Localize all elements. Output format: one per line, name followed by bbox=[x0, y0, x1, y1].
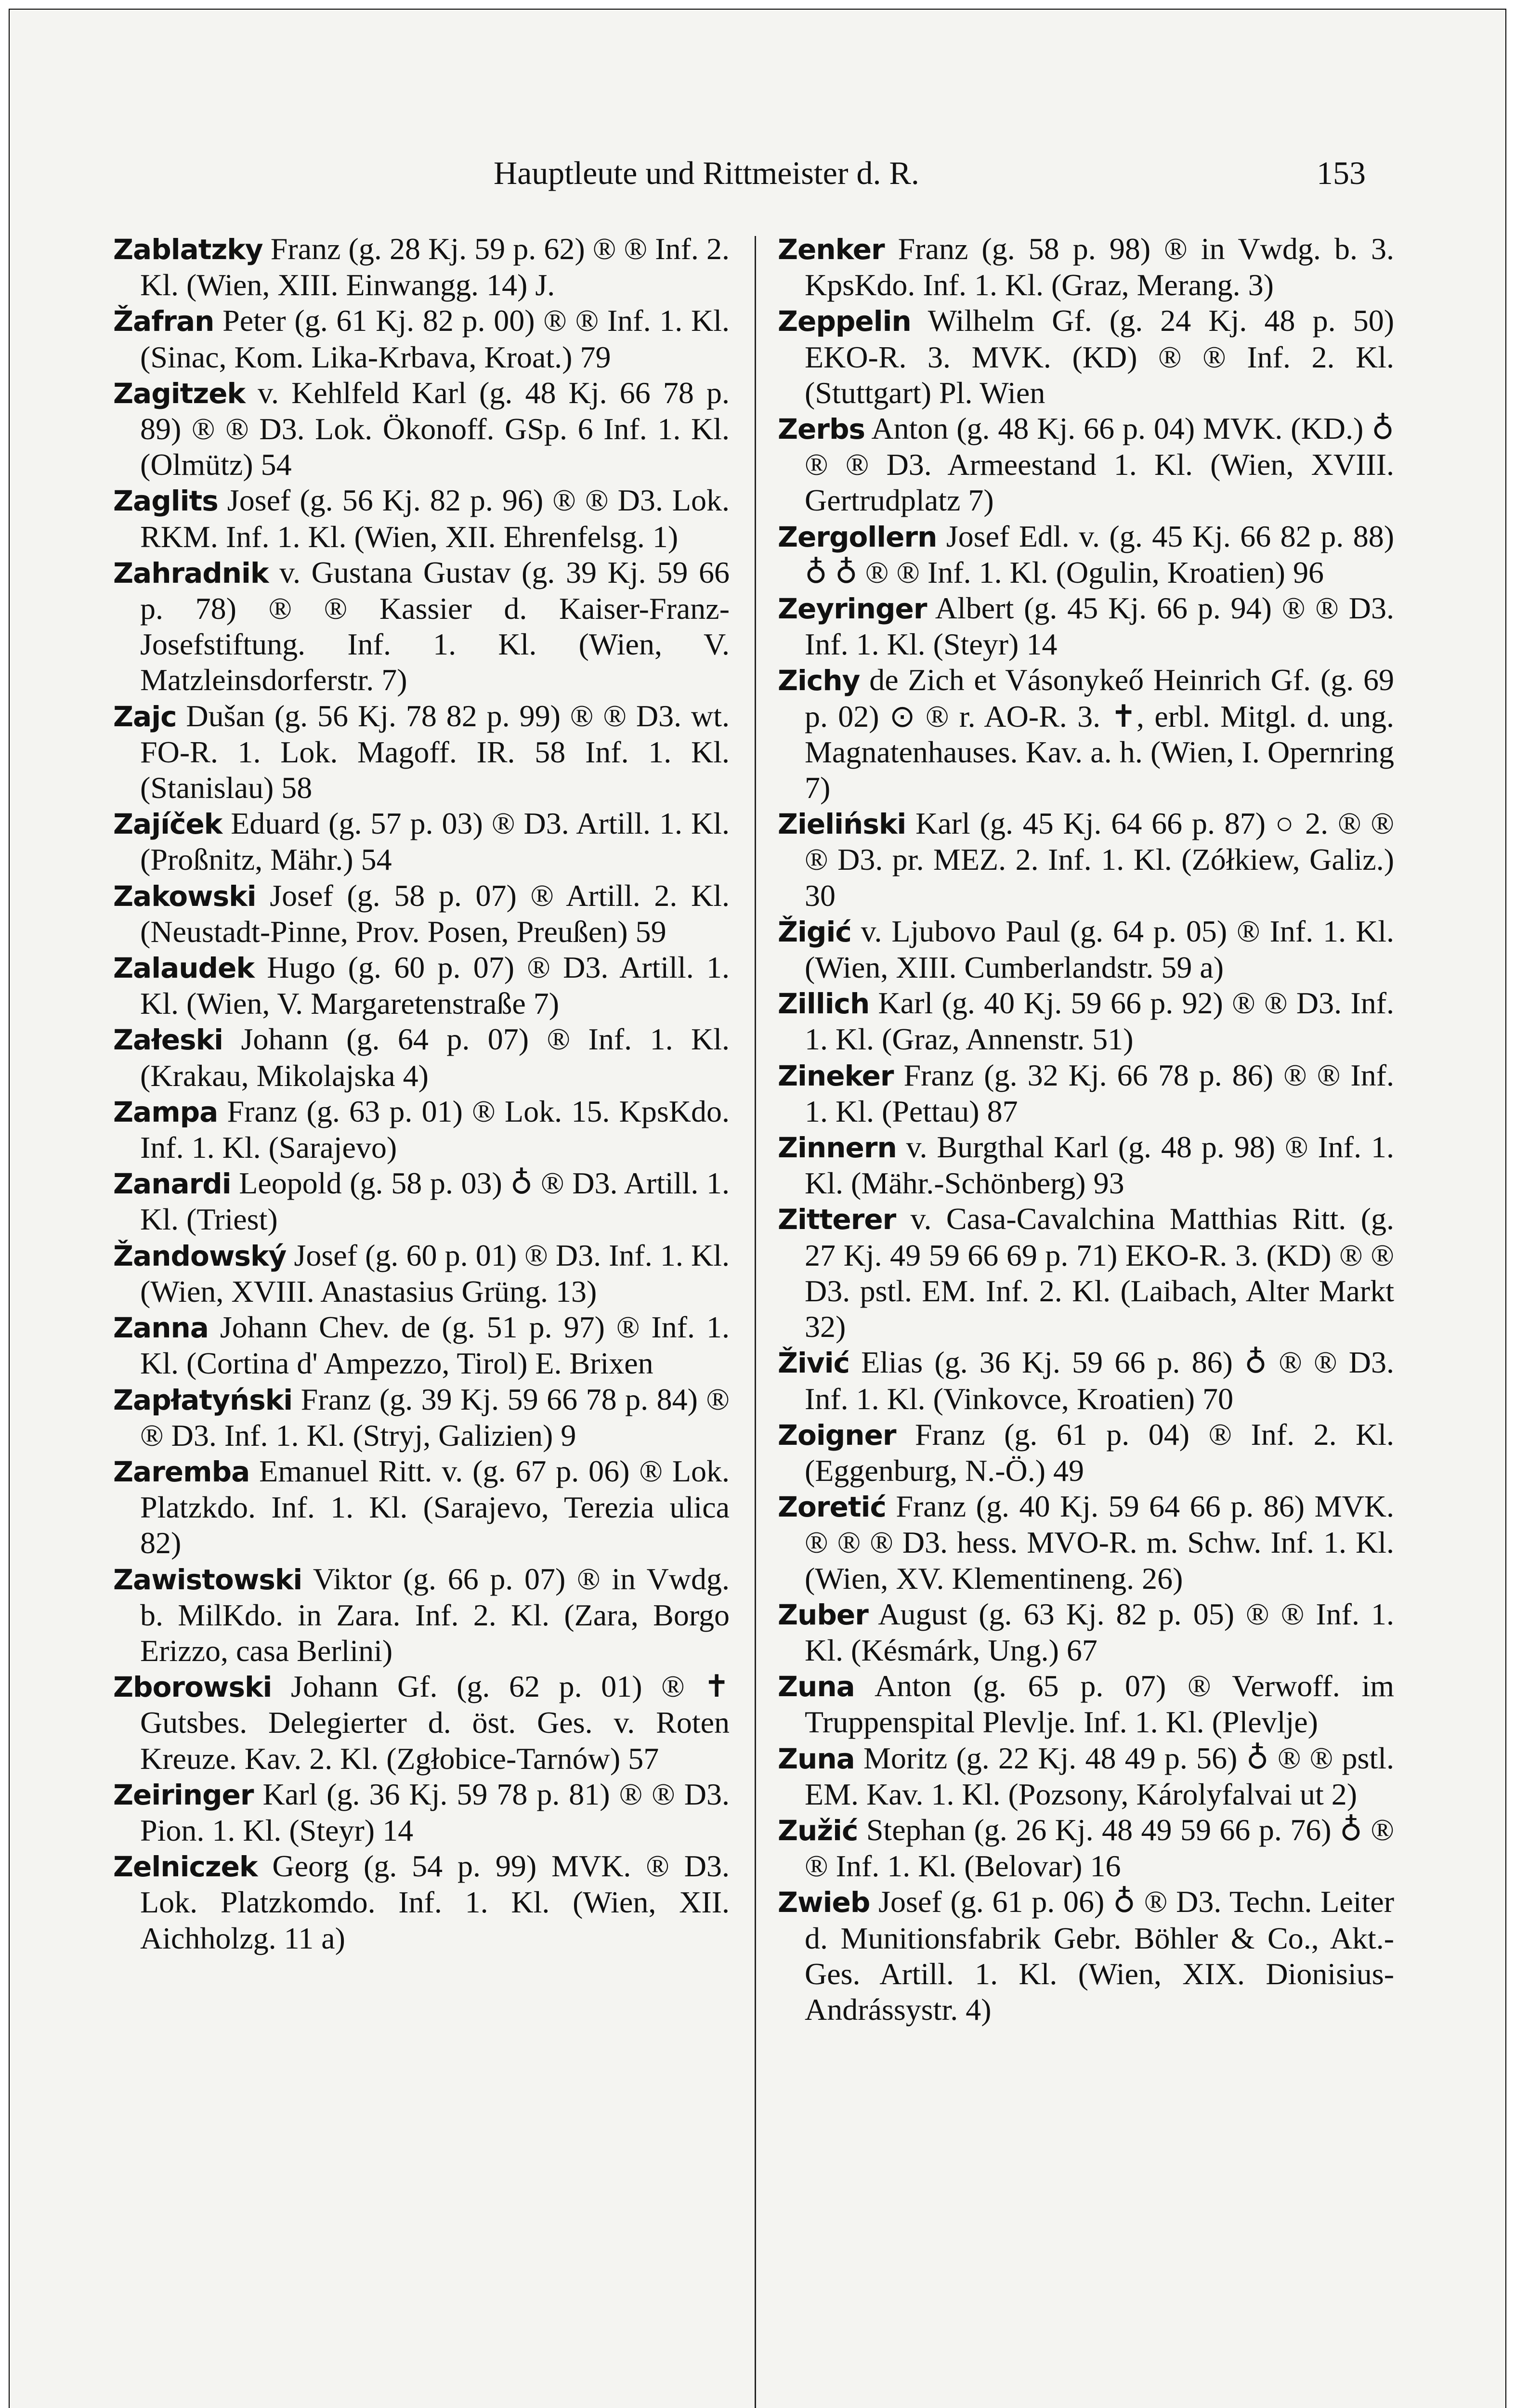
entry-details: Franz (g. 28 Kj. 59 p. 62) ® ® Inf. 2. Kl. (Wien, XIII. Einwangg. 14) J. bbox=[140, 232, 737, 302]
entry-surname: Załeski bbox=[113, 1023, 223, 1057]
entry-details: August (g. 63 Kj. 82 p. 05) ® ® Inf. 1. Kl. (Késmárk, Ung.) 67 bbox=[805, 1597, 1402, 1667]
entry-surname: Zanardi bbox=[113, 1167, 231, 1201]
entry-details: Karl (g. 45 Kj. 64 66 p. 87) ○ 2. ® ® ® D3. pr. MEZ. 2. Inf. 1. Kl. (Zółkiew, Galiz.) 30 bbox=[805, 806, 1402, 913]
page-title: Hauptleute und Rittmeister d. R. bbox=[494, 155, 919, 191]
register-entry bbox=[113, 1309, 737, 1381]
register-entry bbox=[113, 231, 737, 303]
register-entry bbox=[778, 590, 1402, 662]
register-entry bbox=[778, 303, 1402, 411]
entry-surname: Zuna bbox=[778, 1670, 855, 1703]
entry-surname: Zeyringer bbox=[778, 592, 927, 626]
entry-surname: Zalaudek bbox=[113, 952, 254, 985]
register-entry bbox=[113, 303, 737, 375]
entry-details: Leopold (g. 58 p. 03) ♁ ® D3. Artill. 1. Kl. (Triest) bbox=[140, 1166, 737, 1237]
entry-details: Josef (g. 58 p. 07) ® Artill. 2. Kl. (Neustadt-Pinne, Prov. Posen, Preußen) 59 bbox=[140, 878, 737, 949]
page-number: 153 bbox=[1317, 155, 1366, 191]
entry-surname: Žandowský bbox=[113, 1239, 287, 1272]
entry-surname: Zeppelin bbox=[778, 305, 911, 338]
register-entry bbox=[113, 1669, 737, 1777]
entry-details: Anton (g. 65 p. 07) ® Verwoff. im Truppenspital Plevlje. Inf. 1. Kl. (Plevlje) bbox=[805, 1669, 1401, 1740]
entry-surname: Zineker bbox=[778, 1059, 894, 1092]
entry-surname: Zanna bbox=[113, 1311, 209, 1345]
register-entry bbox=[778, 1812, 1402, 1884]
entry-surname: Zitterer bbox=[778, 1203, 896, 1236]
register-entry bbox=[778, 231, 1402, 303]
entry-surname: Zampa bbox=[113, 1095, 218, 1128]
register-entry bbox=[113, 1021, 737, 1093]
entry-details: Franz (g. 63 p. 01) ® Lok. 15. KpsKdo. Inf. 1. Kl. (Sarajevo) bbox=[140, 1094, 737, 1165]
register-entry bbox=[778, 1345, 1402, 1416]
entry-details: Josef (g. 60 p. 01) ® D3. Inf. 1. Kl. (Wien, XVIII. Anastasius Grüng. 13) bbox=[140, 1238, 737, 1309]
entry-details: Dušan (g. 56 Kj. 78 82 p. 99) ® ® D3. wt. FO-R. 1. Lok. Magoff. IR. 58 Inf. 1. Kl. (Stanislau) 58 bbox=[140, 698, 737, 805]
register-entry bbox=[778, 1417, 1402, 1489]
register-entry bbox=[113, 1848, 737, 1956]
entry-details: Josef (g. 56 Kj. 82 p. 96) ® ® D3. Lok. RKM. Inf. 1. Kl. (Wien, XII. Ehrenfelsg. 1) bbox=[140, 483, 737, 554]
entry-surname: Žigić bbox=[778, 915, 851, 948]
entry-surname: Zerbs bbox=[778, 413, 865, 446]
entry-details: Karl (g. 40 Kj. 59 66 p. 92) ® ® D3. Inf. 1. Kl. (Graz, Annenstr. 51) bbox=[805, 986, 1402, 1057]
entry-surname: Zaglits bbox=[113, 484, 218, 518]
register-entry bbox=[778, 1058, 1402, 1129]
entry-surname: Zenker bbox=[778, 233, 885, 266]
column-divider bbox=[755, 236, 756, 2408]
entry-details: Georg (g. 54 p. 99) MVK. ® D3. Lok. Platzkomdo. Inf. 1. Kl. (Wien, XII. Aichholzg. 11 a) bbox=[140, 1849, 737, 1955]
register-entry bbox=[778, 1489, 1402, 1597]
entry-details: v. Gustana Gustav (g. 39 Kj. 59 66 p. 78) ® ® Kassier d. Kaiser-Franz-Josefstiftung. Inf. 1. Kl. (Wien, V. Matzleinsdorferstr. 7) bbox=[140, 555, 737, 697]
entry-details: Peter (g. 61 Kj. 82 p. 00) ® ® Inf. 1. Kl. (Sinac, Kom. Lika-Krbava, Kroat.) 79 bbox=[140, 303, 737, 374]
entry-surname: Zužić bbox=[778, 1814, 858, 1847]
register-entry bbox=[778, 1884, 1402, 2028]
register-entry bbox=[113, 878, 737, 950]
register-entry bbox=[113, 1382, 737, 1453]
entry-details: Josef Edl. v. (g. 45 Kj. 66 82 p. 88) ♁ ♁ ® ® Inf. 1. Kl. (Ogulin, Kroatien) 96 bbox=[805, 519, 1402, 589]
entry-details: Eduard (g. 57 p. 03) ® D3. Artill. 1. Kl. (Proßnitz, Mähr.) 54 bbox=[140, 806, 737, 877]
register-entry bbox=[113, 375, 737, 483]
entry-surname: Zergollern bbox=[778, 520, 937, 553]
register-entry bbox=[113, 1561, 737, 1669]
register-entry bbox=[113, 1453, 737, 1561]
entry-details: Stephan (g. 26 Kj. 48 49 59 66 p. 76) ♁ ® ® Inf. 1. Kl. (Belovar) 16 bbox=[805, 1812, 1402, 1884]
entry-details: Anton (g. 48 Kj. 66 p. 04) MVK. (KD.) ♁ ® ® D3. Armeestand 1. Kl. (Wien, XVIII. Gertrudplatz 7) bbox=[805, 411, 1402, 518]
entry-details: v. Casa-Cavalchina Matthias Ritt. (g. 27 Kj. 49 59 66 69 p. 71) EKO-R. 3. (KD) ® ® D3. pstl. EM. Inf. 2. Kl. (Laibach, Alter Markt 32) bbox=[805, 1202, 1402, 1344]
register-entry bbox=[113, 1238, 737, 1309]
entry-surname: Zborowski bbox=[113, 1671, 272, 1704]
entry-details: Elias (g. 36 Kj. 59 66 p. 86) ♁ ® ® D3. Inf. 1. Kl. (Vinkovce, Kroatien) 70 bbox=[805, 1345, 1402, 1416]
register-entry bbox=[778, 1668, 1401, 1740]
entry-surname: Zajíček bbox=[113, 808, 222, 841]
entry-surname: Zieliński bbox=[778, 808, 906, 841]
register-entry bbox=[113, 950, 737, 1021]
entry-details: Wilhelm Gf. (g. 24 Kj. 48 p. 50) EKO-R. 3. MVK. (KD) ® ® Inf. 2. Kl. (Stuttgart) Pl. Wien bbox=[805, 303, 1402, 410]
entry-details: Johann Chev. de (g. 51 p. 97) ® Inf. 1. Kl. (Cortina d' Ampezzo, Tirol) E. Brixen bbox=[140, 1310, 737, 1381]
entry-surname: Zillich bbox=[778, 987, 870, 1021]
entry-surname: Zichy bbox=[778, 664, 860, 697]
document-page bbox=[9, 9, 1506, 2408]
entry-details: Viktor (g. 66 p. 07) ® in Vwdg. b. MilKdo. in Zara. Inf. 2. Kl. (Zara, Borgo Erizzo, casa Berlini) bbox=[140, 1561, 737, 1668]
entry-details: Hugo (g. 60 p. 07) ® D3. Artill. 1. Kl. (Wien, V. Margaretenstraße 7) bbox=[140, 950, 737, 1021]
register-entry bbox=[778, 519, 1402, 590]
entry-details: Emanuel Ritt. v. (g. 67 p. 06) ® Lok. Platzkdo. Inf. 1. Kl. (Sarajevo, Terezia ulica 82) bbox=[140, 1453, 737, 1560]
register-entry bbox=[113, 806, 737, 877]
entry-surname: Zakowski bbox=[113, 879, 256, 913]
register-entry bbox=[113, 1094, 737, 1165]
entry-details: Franz (g. 40 Kj. 59 64 66 p. 86) MVK. ® ® ® D3. hess. MVO-R. m. Schw. Inf. 1. Kl. (Wien, XV. Klementineng. 26) bbox=[805, 1489, 1402, 1596]
register-entry bbox=[113, 555, 737, 698]
entry-details: Josef (g. 61 p. 06) ♁ ® D3. Techn. Leiter d. Munitionsfabrik Gebr. Böhler & Co., Akt.-Ges. Artill. 1. Kl. (Wien, XIX. Dionisius-Andrássystr. 4) bbox=[805, 1885, 1402, 2027]
entry-surname: Zwieb bbox=[778, 1886, 870, 1919]
entry-details: v. Ljubovo Paul (g. 64 p. 05) ® Inf. 1. Kl. (Wien, XIII. Cumberlandstr. 59 a) bbox=[805, 914, 1402, 985]
entry-surname: Zoretić bbox=[778, 1491, 886, 1524]
entry-surname: Zuber bbox=[778, 1598, 868, 1631]
entry-details: Karl (g. 36 Kj. 59 78 p. 81) ® ® D3. Pion. 1. Kl. (Steyr) 14 bbox=[140, 1777, 737, 1847]
register-entry bbox=[778, 914, 1402, 985]
register-entry bbox=[113, 1777, 737, 1848]
entry-details: de Zich et Vásonykeő Heinrich Gf. (g. 69 p. 02) ⊙ ® r. AO-R. 3. ✝, erbl. Mitgl. d. ung. Magnatenhauses. Kav. a. h. (Wien, I. Opernring 7) bbox=[805, 663, 1402, 805]
entry-details: Franz (g. 58 p. 98) ® in Vwdg. b. 3. KpsKdo. Inf. 1. Kl. (Graz, Merang. 3) bbox=[805, 232, 1402, 302]
left-column bbox=[113, 231, 737, 1956]
register-entry bbox=[778, 1741, 1402, 1812]
entry-details: Johann Gf. (g. 62 p. 01) ® ✝ Gutsbes. Delegierter d. öst. Ges. v. Roten Kreuze. Kav. 2. Kl. (Zgłobice-Tarnów) 57 bbox=[140, 1669, 737, 1776]
entry-surname: Zuna bbox=[778, 1742, 855, 1775]
entry-surname: Zablatzky bbox=[113, 233, 263, 266]
entry-surname: Zawistowski bbox=[113, 1563, 302, 1596]
register-entry bbox=[113, 483, 737, 554]
register-entry bbox=[778, 1129, 1402, 1201]
entry-details: v. Burgthal Karl (g. 48 p. 98) ® Inf. 1. Kl. (Mähr.-Schönberg) 93 bbox=[805, 1130, 1402, 1201]
entry-surname: Žafran bbox=[113, 305, 214, 338]
entry-details: Moritz (g. 22 Kj. 48 49 p. 56) ♁ ® ® pstl. EM. Kav. 1. Kl. (Pozsony, Károlyfalvai ut 2) bbox=[805, 1741, 1402, 1811]
entry-details: Franz (g. 39 Kj. 59 66 78 p. 84) ® ® D3. Inf. 1. Kl. (Stryj, Galizien) 9 bbox=[140, 1382, 737, 1453]
entry-surname: Zinnern bbox=[778, 1131, 897, 1165]
entry-surname: Zaremba bbox=[113, 1455, 250, 1488]
right-column bbox=[778, 231, 1402, 2028]
entry-surname: Zapłatyński bbox=[113, 1383, 293, 1416]
entry-details: Johann (g. 64 p. 07) ® Inf. 1. Kl. (Krakau, Mikolajska 4) bbox=[140, 1022, 737, 1093]
entry-surname: Zahradnik bbox=[113, 556, 269, 589]
register-entry bbox=[113, 698, 737, 806]
entry-details: Franz (g. 61 p. 04) ® Inf. 2. Kl. (Eggenburg, N.-Ö.) 49 bbox=[805, 1417, 1402, 1488]
register-entry bbox=[778, 1597, 1402, 1668]
register-entry bbox=[778, 1201, 1402, 1345]
entry-details: Albert (g. 45 Kj. 66 p. 94) ® ® D3. Inf. 1. Kl. (Steyr) 14 bbox=[805, 591, 1402, 662]
entry-surname: Živić bbox=[778, 1347, 850, 1380]
entry-surname: Zelniczek bbox=[113, 1850, 258, 1884]
entry-surname: Zeiringer bbox=[113, 1778, 254, 1811]
register-entry bbox=[778, 411, 1402, 519]
register-entry bbox=[778, 806, 1402, 914]
entry-details: Franz (g. 32 Kj. 66 78 p. 86) ® ® Inf. 1. Kl. (Pettau) 87 bbox=[805, 1058, 1402, 1128]
page-header bbox=[494, 154, 1366, 202]
register-entry bbox=[778, 662, 1402, 806]
register-entry bbox=[113, 1165, 737, 1237]
entry-surname: Zagitzek bbox=[113, 377, 245, 410]
entry-surname: Zajc bbox=[113, 700, 177, 733]
entry-details: v. Kehlfeld Karl (g. 48 Kj. 66 78 p. 89) ® ® D3. Lok. Ökonoff. GSp. 6 Inf. 1. Kl. (Olmütz) 54 bbox=[140, 375, 737, 482]
entry-surname: Zoigner bbox=[778, 1418, 896, 1452]
register-entry bbox=[778, 985, 1402, 1057]
